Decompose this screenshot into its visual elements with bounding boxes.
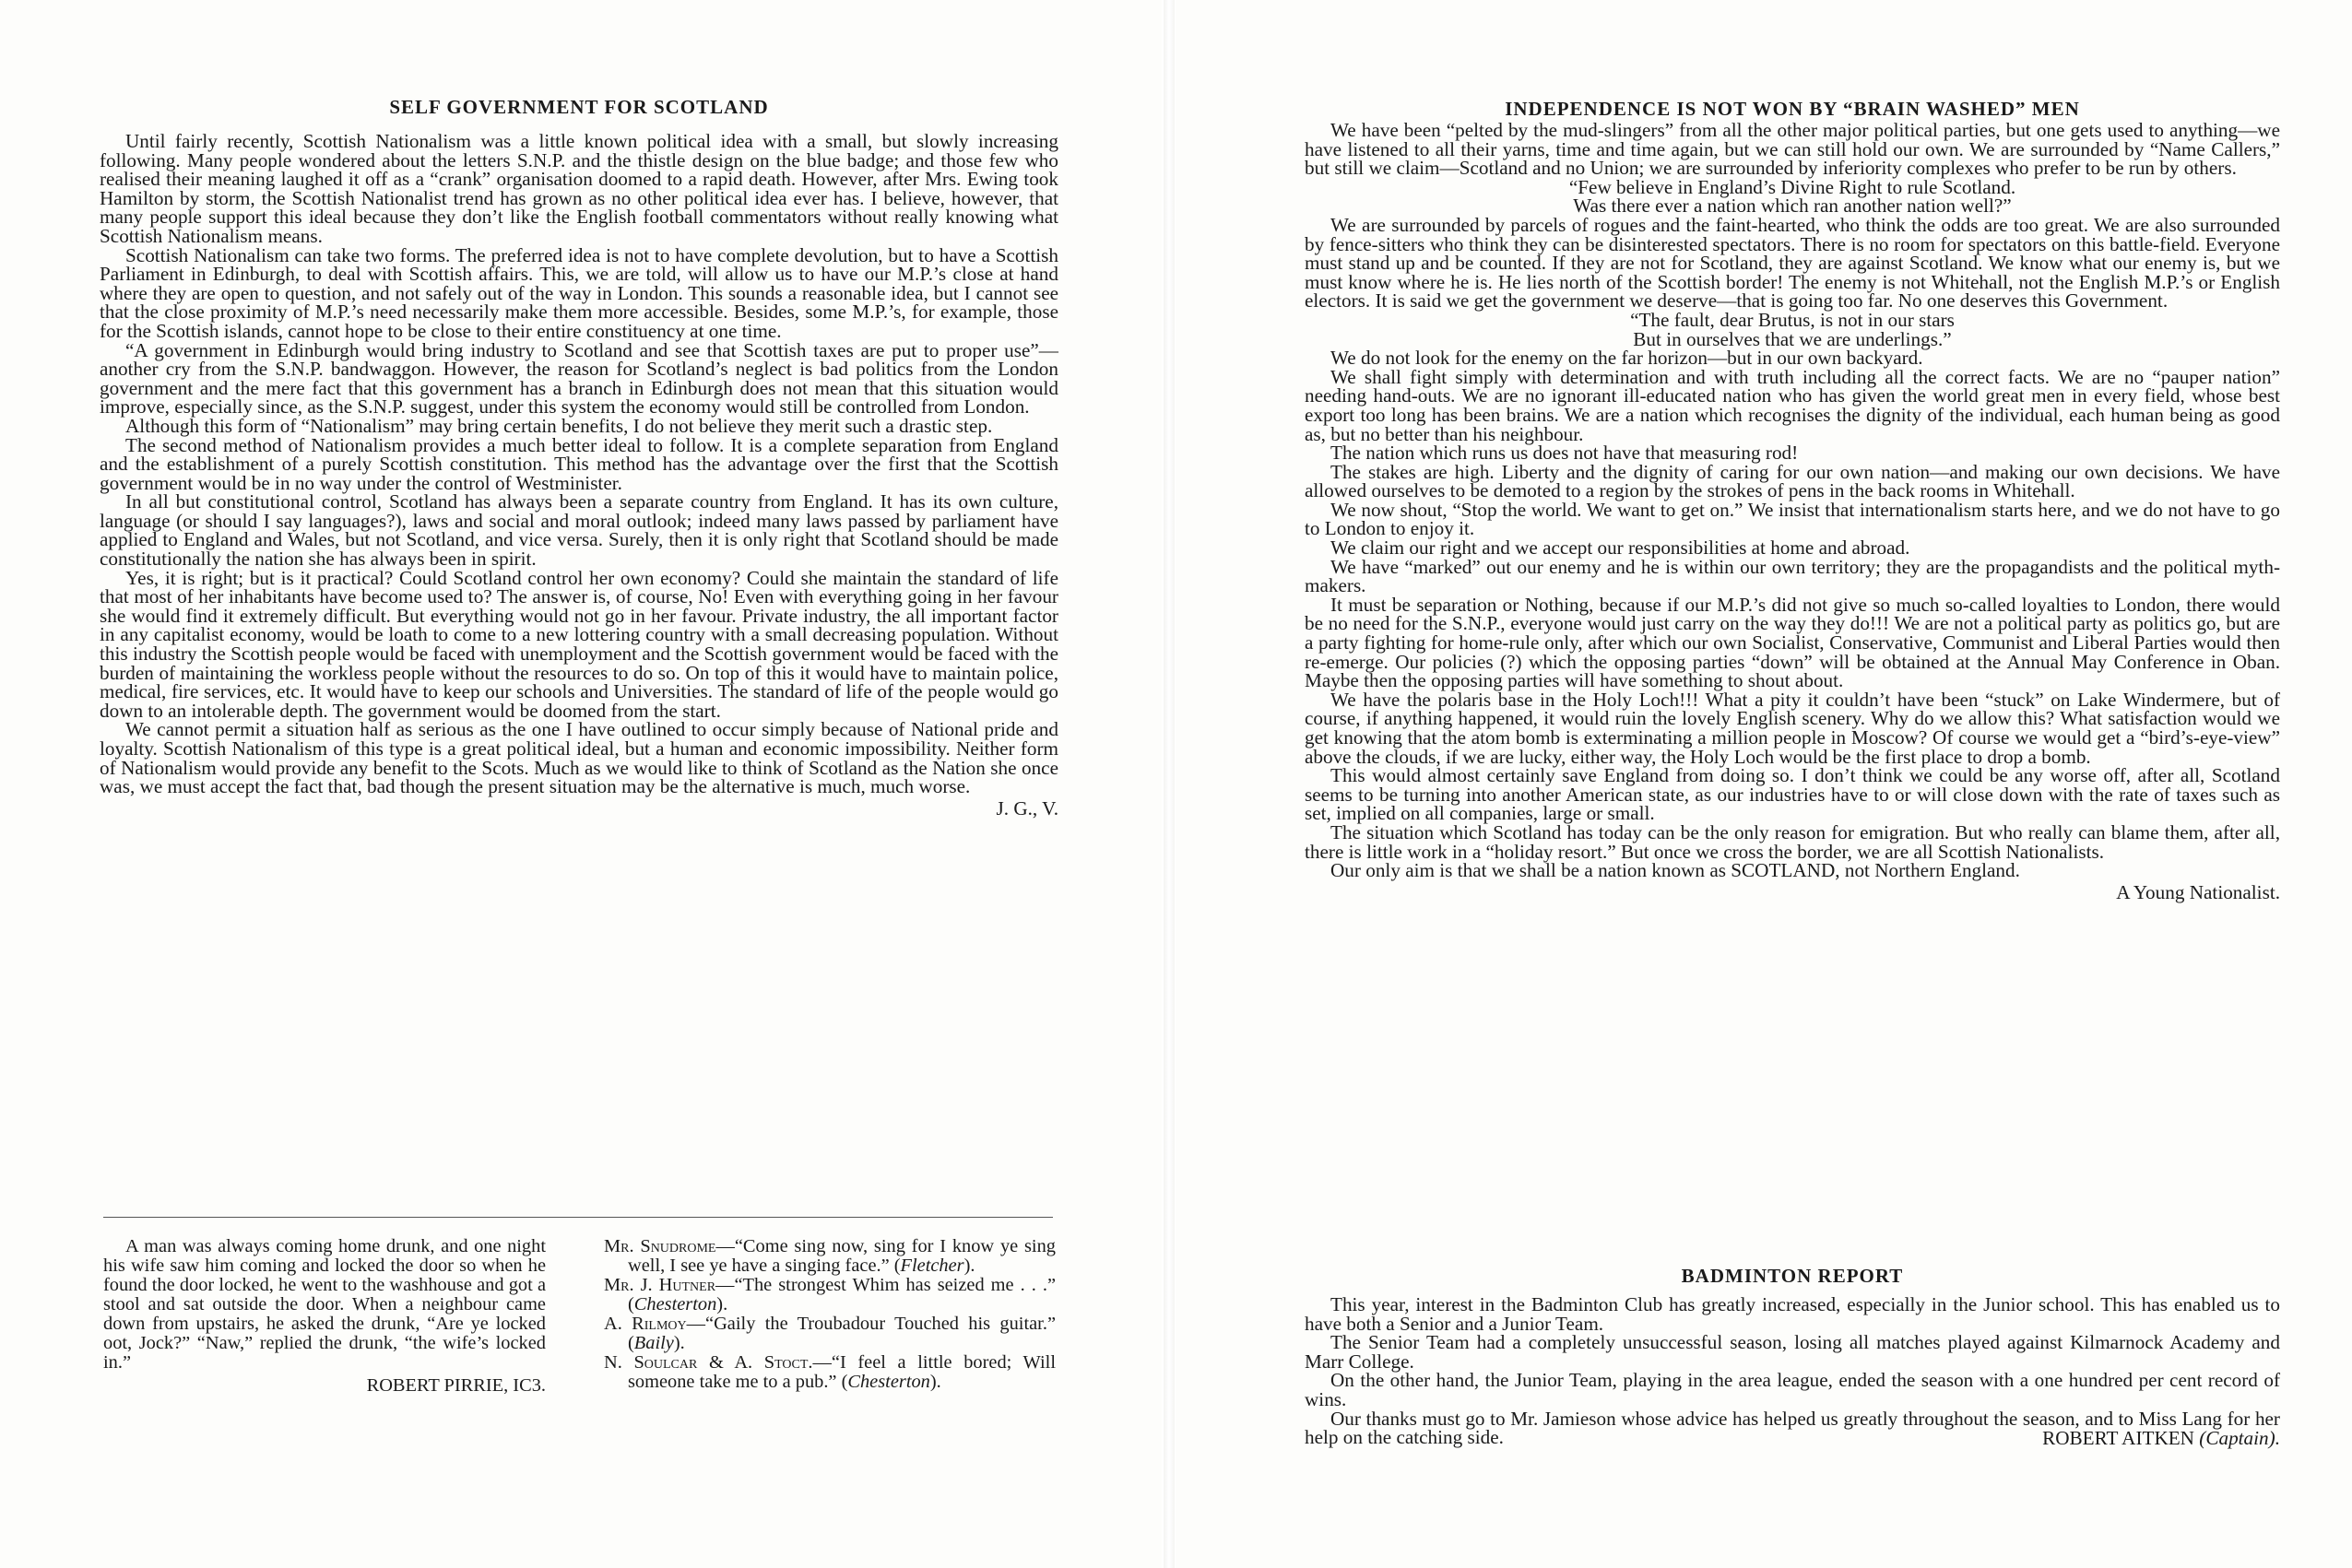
- quote-text: —“Come sing now, sing for I know ye sing well, I see ye have a singing face.” (: [628, 1236, 1056, 1276]
- paragraph: Scottish Nationalism can take two forms. The preferred idea is not to have complete devolution, but to have a Scottish Parliament in Edinburgh, to deal with Scottish affairs. This, we are told, will allow us to have our M.P.’s close at hand where they are open to question, and not safely out of the way in London. This sounds a reasonable idea, but I cannot see that the close proximity of M.P.’s need necessarily make them more accessible. Besides, some M.P.’s, for example, those for the Scottish islands, cannot hope to be close to their entire constituency at one time.: [100, 243, 1058, 342]
- paragraph: Our only aim is that we shall be a nation known as SCOTLAND, not Northern England.: [1330, 859, 2020, 882]
- quote-source: Fletcher: [900, 1256, 964, 1276]
- paragraph: “The fault, dear Brutus, is not in our stars: [1630, 308, 1955, 331]
- quote-speaker: Mr. J. Hutner: [604, 1275, 716, 1295]
- joke-author: ROBERT PIRRIE, IC3.: [366, 1375, 546, 1396]
- paragraph: The situation which Scotland has today can be the only reason for emigration. But who really can blame them, after all, there is little work in a “holiday resort.” But once we cross the border, we are all Scottish Nationalists.: [1305, 820, 2280, 863]
- article-signature: J. G., V.: [996, 796, 1058, 819]
- article-title: SELF GOVERNMENT FOR SCOTLAND: [389, 96, 769, 118]
- badminton-author-role: (Captain).: [2199, 1426, 2280, 1449]
- paragraph: We are surrounded by parcels of rogues and the faint-hearted, who think the odds are too great. We are also surrounded by fence-sitters who think they can be disinterested spectators. There is no room for spectators on this battle-field. Everyone must stand up and be counted. If they are not for Scotland, they are against Scotland. We know what our enemy is, but we must know where he is. He lies north of the Scottish border! The enemy is not Whitehall, not the English M.P.’s or English electors. It is said we get the government we deserve—that is going too far. No one deserves this Government.: [1305, 213, 2280, 312]
- paragraph: We cannot permit a situation half as serious as the one I have outlined to occur simply because of National pride and loyalty. Scottish Nationalism of this type is a great political ideal, but a human and economic impossibility. Neither form of Nationalism would provide any benefit to the Scots. Much as we would like to think of Scotland as the Nation she once was, we must accept the fact that, bad though the present situation may be the alternative is much, much worse.: [100, 718, 1058, 798]
- paragraph: This year, interest in the Badminton Club has greatly increased, especially in the Junior school. This has enabled us to have both a Senior and a Junior Team.: [1305, 1293, 2280, 1335]
- paragraph: The Senior Team had a completely unsuccessful season, losing all matches played against Kilmarnock Academy and Marr College.: [1305, 1331, 2280, 1373]
- paragraph: “A government in Edinburgh would bring industry to Scotland and see that Scottish taxes are put to proper use”—another cry from the S.N.P. bandwaggon. However, the reason for Scotland’s neglect is bad politics from the London government and the mere fact that this government has a branch in Edinburgh does not mean that this situation would improve, especially since, as the S.N.P. suggest, under this system the economy would still be controlled from London.: [100, 338, 1058, 419]
- paragraph: We now shout, “Stop the world. We want to get on.” We insist that internationalism starts here, and we do not have to go to London to enjoy it.: [1305, 498, 2280, 540]
- paragraph: We have been “pelted by the mud-slingers” from all the other major political parties, but one gets used to anything—we have listened to all their yarns, time and time again, but we can still hold our own. We are surrounded by “Name Callers,” but still we claim—Scotland and no Union; we are surrounded by inferiority complexes who prefer to be run by others.: [1305, 119, 2280, 180]
- quote-source: Baily: [633, 1333, 674, 1353]
- paragraph: But in ourselves that we are underlings.”: [1633, 327, 1952, 350]
- paragraph: The nation which runs us does not have that measuring rod!: [1330, 442, 1799, 465]
- paragraph: On the other hand, the Junior Team, playing in the area league, ended the season with a one hundred per cent record of wins.: [1305, 1369, 2280, 1410]
- paragraph: Yes, it is right; but is it practical? Could Scotland control her own economy? Could she maintain the standard of life that most of her inhabitants have become used to? The answer is, of course, No! Even with everything going in her favour she would find it extremely difficult. But everything would not go in her favour. Private industry, the all important factor in any capitalist economy, would be loath to come to a new lottering country with a small decreasing population. Without this industry the Scottish people would be faced with unemployment and the Scottish government would be faced with the burden of maintaining the workless people without the resources to do so. On top of this it would have to maintain police, medical, fire services, etc. It would have to keep our schools and Universities. The standard of life of the people would go down to an intolerable depth. The government would be doomed from the start.: [100, 566, 1058, 722]
- quote-source: Chesterton: [633, 1294, 717, 1315]
- quotes-column: [604, 1237, 1056, 1392]
- quote-source: Chesterton: [847, 1372, 930, 1392]
- badminton-author-name: ROBERT AITKEN: [2042, 1426, 2194, 1449]
- paragraph: Was there ever a nation which ran another nation well?”: [1573, 195, 2012, 218]
- paragraph: In all but constitutional control, Scotland has always been a separate country from England. It has its own culture, language (or should I say languages?), laws and social and moral outlook; indeed many laws passed by parliament have applied to England and Wales, but not Scotland, and vice versa. Surely, then it is only right that Scotland should be made constitutionally the nation she has always been in spirit.: [100, 490, 1058, 571]
- article-body: [100, 132, 1058, 796]
- article-title: INDEPENDENCE IS NOT WON BY “BRAIN WASHED” MEN: [1505, 98, 2080, 120]
- quote-speaker: Mr. Snudrome: [604, 1236, 716, 1256]
- quote-item: [604, 1315, 1056, 1353]
- paragraph: We do not look for the enemy on the far horizon—but in our own backyard.: [1330, 347, 1923, 370]
- paragraph: “Few believe in England’s Divine Right to rule Scotland.: [1568, 175, 2016, 198]
- quote-end: ).: [716, 1294, 728, 1315]
- badminton-body: [1305, 1295, 2280, 1447]
- article-signature: A Young Nationalist.: [2116, 880, 2280, 903]
- article-body: [1305, 121, 2280, 880]
- page-gutter: [1164, 0, 1175, 1568]
- joke-text: A man was always coming home drunk, and one night his wife saw him coming and locked the door so when he found the door locked, he went to the washhouse and got a stool and sat outside the door. When a neighbour came down from upstairs, he asked the drunk, “Are ye locked oot, Jock?” “Naw,” replied the drunk, “the wife’s locked in.”: [103, 1236, 546, 1373]
- quote-text: —“I feel a little bored; Will someone take me to a pub.” (: [628, 1352, 1056, 1392]
- paragraph: It must be separation or Nothing, because if our M.P.’s did not give so much so-called loyalties to London, there would be no need for the S.N.P., everyone would just carry on the way they do!!! We are not a political party as politics go, but are a party fighting for home-rule only, after which our own Socialist, Conservative, Communist and Liberal Parties would then re-emerge. Our policies (?) which the opposing parties “down” will be obtained at the Annual May Conference in Oban. Maybe then the opposing parties will have something to shout about.: [1305, 593, 2280, 692]
- independence-article: [1305, 98, 2280, 902]
- quote-text: —“Gaily the Troubadour Touched his guitar.” (: [628, 1314, 1056, 1353]
- paragraph: We claim our right and we accept our responsibilities at home and abroad.: [1330, 536, 1910, 560]
- quote-item: [604, 1276, 1056, 1315]
- paragraph: Until fairly recently, Scottish Nationalism was a little known political idea with a small, but slowly increasing following. Many people wondered about the letters S.N.P. and the thistle design on the blue badge; and those few who realised their meaning laughed it off as a “crank” organisation doomed to a rapid death. However, after Mrs. Ewing took Hamilton by storm, the Scottish Nationalist trend has grown as no other political idea ever has. I believe, however, that many people support this ideal because they don’t like the English football commentators without really knowing what Scottish Nationalism means.: [100, 130, 1058, 247]
- quote-speaker: A. Rilmoy: [604, 1314, 687, 1334]
- joke-column: [103, 1237, 546, 1397]
- paragraph: This would almost certainly save England from doing so. I don’t think we could be any worse off, after all, Scotland seems to be turning into another American state, as our industries have to or will close down with the rate of taxes such as set, implied on all companies, large or small.: [1305, 764, 2280, 825]
- quote-speaker: N. Soulcar & A. Stoct.: [604, 1352, 813, 1373]
- paragraph: The second method of Nationalism provides a much better ideal to follow. It is a complete separation from England and the establishment of a purely Scottish constitution. This method has the advantage over the first that the Scottish government would be in no way under the control of Westminister.: [100, 433, 1058, 494]
- self-government-article: [100, 96, 1058, 819]
- quote-end: ).: [673, 1333, 685, 1353]
- paragraph: We have the polaris base in the Holy Loch!!! What a pity it couldn’t have been “stuck” on Lake Windermere, but of course, if anything happened, it would ruin the lovely English scenery. Why do we allow this? What satisfaction would we get knowing that the atom bomb is exterminating a million people in Moscow? Of course we would get a “bird’s-eye-view” above the clouds, if we are lucky, either way, the Holy Loch would be the first place to drop a bomb.: [1305, 688, 2280, 768]
- right-page: [1176, 0, 2352, 1568]
- paragraph: We shall fight simply with determination and with truth including all the correct facts. We are no “pauper nation” needing hand-outs. We are no ignorant ill-educated nation who has given the world great men in every field, whose best export too long has been brains. We are a nation which recognises the dignity of the individual, each human being as good as, but no better than his neighbour.: [1305, 365, 2280, 445]
- quote-item: [604, 1353, 1056, 1392]
- badminton-title: BADMINTON REPORT: [1681, 1265, 1904, 1287]
- paragraph: Our thanks must go to Mr. Jamieson whose advice has helped us greatly throughout the season, and to Miss Lang for her help on the catching side.: [1305, 1407, 2280, 1449]
- paragraph: Although this form of “Nationalism” may bring certain benefits, I do not believe they merit such a drastic step.: [125, 414, 993, 437]
- badminton-report: [1305, 1265, 2280, 1448]
- quote-end: ).: [929, 1372, 941, 1392]
- quote-end: ).: [963, 1256, 975, 1276]
- paragraph: We have “marked” out our enemy and he is within our own territory; they are the propagandists and the political myth-makers.: [1305, 555, 2280, 597]
- quote-text: —“The strongest Whim has seized me . . .” (: [628, 1275, 1057, 1315]
- section-divider: [103, 1217, 1053, 1218]
- left-page: [0, 0, 1162, 1568]
- quote-item: [604, 1237, 1056, 1276]
- quotes-list: [604, 1237, 1056, 1392]
- paragraph: The stakes are high. Liberty and the dignity of caring for our own nation—and making our own decisions. We have allowed ourselves to be demoted to a region by the strokes of pens in the back rooms in Whitehall.: [1305, 460, 2280, 502]
